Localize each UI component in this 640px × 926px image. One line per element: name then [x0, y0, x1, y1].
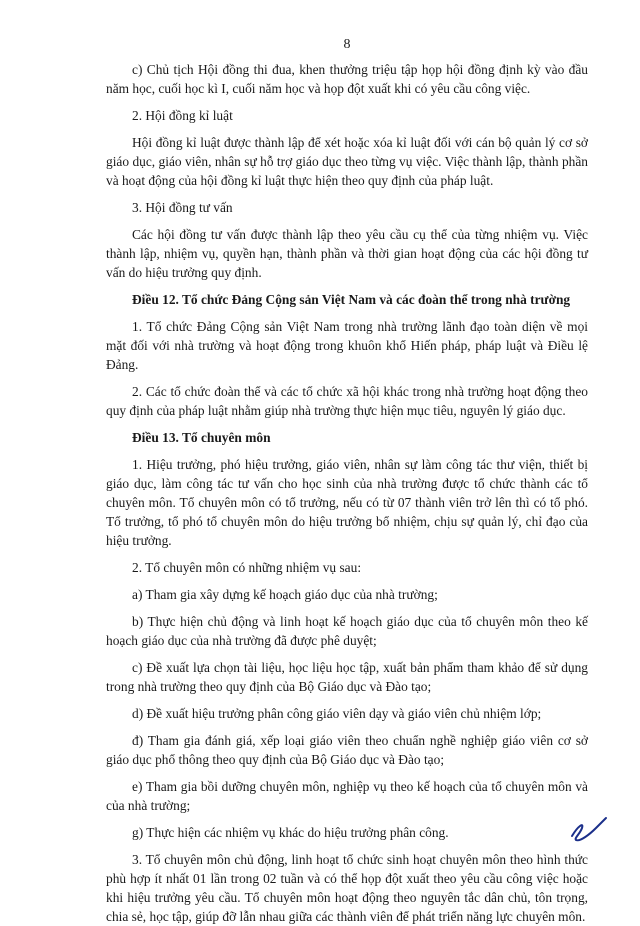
paragraph-12: a) Tham gia xây dựng kế hoạch giáo dục của nhà trường; — [132, 587, 438, 602]
paragraph-8: 2. Các tổ chức đoàn thể và các tổ chức xã hội khác trong nhà trường hoạt động theo quy định của pháp luật nhằm giúp nhà trường thực hiện mục tiêu, nguyên lý giáo dục. — [106, 384, 588, 418]
paragraph-17: e) Tham gia bồi dưỡng chuyên môn, nghiệp vụ theo kế hoạch của tổ chuyên môn và của nhà trường; — [106, 779, 588, 813]
paragraph-13: b) Thực hiện chủ động và linh hoạt kế hoạch giáo dục của tổ chuyên môn theo kế hoạch giáo dục của nhà trường đã được phê duyệt; — [106, 614, 588, 648]
paragraph-16: đ) Tham gia đánh giá, xếp loại giáo viên theo chuẩn nghề nghiệp giáo viên cơ sở giáo dục phổ thông theo quy định của Bộ Giáo dục và Đào tạo; — [106, 733, 588, 767]
paragraph-4: 3. Hội đồng tư vấn — [132, 200, 233, 215]
paragraph-19: 3. Tổ chuyên môn chủ động, linh hoạt tổ chức sinh hoạt chuyên môn theo hình thức phù hợp ít nhất 01 lần trong 02 tuần và có thể họp đột xuất theo yêu cầu công việc hoặc khi hiệu trưởng yêu cầu. Tổ chuyên môn hoạt động theo nguyên tắc dân chủ, tôn trọng, chia sẻ, học tập, giúp đỡ lẫn nhau giữa các thành viên để phát triển năng lực chuyên môn. — [106, 852, 588, 924]
paragraph-2: 2. Hội đồng kỉ luật — [132, 108, 233, 123]
article-12-heading: Điều 12. Tổ chức Đảng Cộng sản Việt Nam và các đoàn thể trong nhà trường — [132, 292, 571, 307]
paragraph-7: 1. Tổ chức Đảng Cộng sản Việt Nam trong nhà trường lãnh đạo toàn diện về mọi mặt đối với nhà trường và hoạt động trong khuôn khổ Hiến pháp, pháp luật và Điều lệ Đảng. — [106, 319, 588, 372]
paragraph-14: c) Đề xuất lựa chọn tài liệu, học liệu học tập, xuất bản phẩm tham khảo để sử dụng trong nhà trường theo quy định của Bộ Giáo dục và Đào tạo; — [106, 660, 588, 694]
paragraph-1: c) Chủ tịch Hội đồng thi đua, khen thưởng triệu tập họp hội đồng định kỳ vào đầu năm học, cuối học kì I, cuối năm học và họp đột xuất khi có yêu cầu công việc. — [106, 62, 588, 96]
paragraph-5: Các hội đồng tư vấn được thành lập theo yêu cầu cụ thể của từng nhiệm vụ. Việc thành lập, nhiệm vụ, quyền hạn, thành phần và thời gian hoạt động của các hội đồng tư vấn do hiệu trưởng quy định. — [106, 227, 588, 280]
paragraph-11: 2. Tổ chuyên môn có những nhiệm vụ sau: — [132, 560, 362, 575]
paragraph-15: d) Đề xuất hiệu trưởng phân công giáo viên dạy và giáo viên chủ nhiệm lớp; — [132, 706, 542, 721]
paragraph-3: Hội đồng kỉ luật được thành lập để xét hoặc xóa kỉ luật đối với cán bộ quản lý cơ sở giáo dục, giáo viên, nhân sự hỗ trợ giáo dục theo từng vụ việc. Việc thành lập, thành phần và hoạt động của hội đồng kỉ luật thực hiện theo quy định của pháp luật. — [106, 135, 588, 188]
initials-signature — [566, 812, 610, 846]
article-13-heading: Điều 13. Tổ chuyên môn — [132, 430, 271, 445]
paragraph-10: 1. Hiệu trưởng, phó hiệu trưởng, giáo viên, nhân sự làm công tác thư viện, thiết bị giáo dục, làm công tác tư vấn cho học sinh của nhà trường được tổ chức thành các tổ chuyên môn. Tổ chuyên môn có tổ trưởng, nếu có từ 07 thành viên trở lên thì có tổ phó. Tổ trưởng, tổ phó tổ chuyên môn do hiệu trưởng bổ nhiệm, chịu sự quản lý, chỉ đạo của hiệu trưởng. — [106, 457, 588, 548]
paragraph-18: g) Thực hiện các nhiệm vụ khác do hiệu trưởng phân công. — [132, 825, 449, 840]
page-number: 8 — [343, 37, 351, 52]
